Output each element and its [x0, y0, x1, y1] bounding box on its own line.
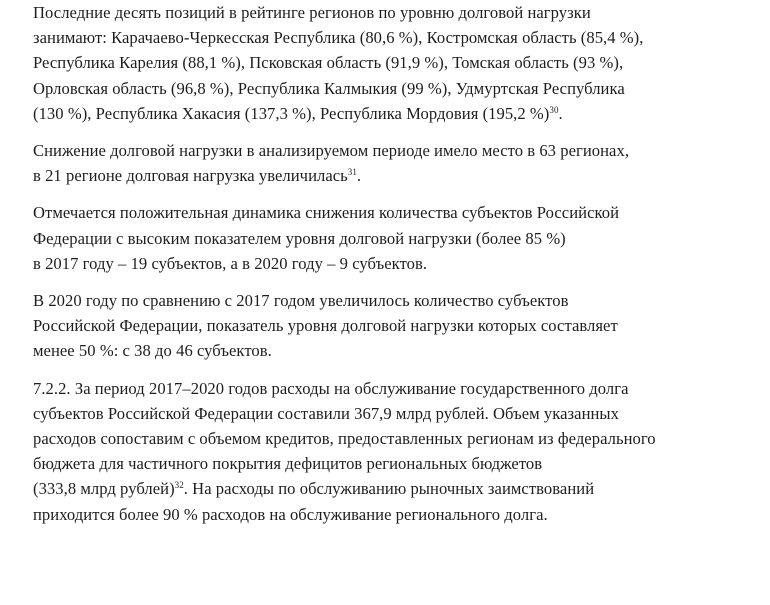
text-line: занимают: Карачаево-Черкесская Республика (80,6 %), Костромская область (85,4 %), — [33, 28, 644, 48]
text-fragment: (130 %), Республика Хакасия (137,3 %), Республика Мордовия (195,2 %) — [33, 103, 550, 123]
text-line: Республика Карелия (88,1 %), Псковская область (91,9 %), Томская область (93 %), — [33, 53, 624, 73]
paragraph-section-7-2-2 — [33, 376, 758, 527]
text-line — [33, 163, 758, 188]
text-line: расходов сопоставим с объемом кредитов, предоставленных регионам из федерального — [33, 429, 656, 449]
text-line: в 2017 году – 19 субъектов, а в 2020 году – 9 субъектов. — [33, 253, 428, 273]
text-line: Федерации с высоким показателем уровня долговой нагрузки (более 85 %) — [33, 228, 566, 248]
paragraph-dynamics — [33, 200, 758, 276]
text-line: бюджета для частичного покрытия дефицитов региональных бюджетов — [33, 454, 543, 474]
text-fragment: в 21 регионе долговая нагрузка увеличилась — [33, 166, 348, 186]
text-line — [33, 476, 758, 501]
paragraph-decrease — [33, 138, 758, 188]
text-line: В 2020 году по сравнению с 2017 годом увеличилось количество субъектов — [33, 291, 569, 311]
document-body — [33, 0, 758, 539]
text-line: 7.2.2. За период 2017–2020 годов расходы на обслуживание государственного долга — [33, 378, 629, 398]
punctuation: . — [356, 166, 362, 186]
text-line: Последние десять позиций в рейтинге регионов по уровню долговой нагрузки — [33, 3, 591, 22]
footnote-ref[interactable]: 32 — [174, 480, 184, 491]
text-line: менее 50 %: с 38 до 46 субъектов. — [33, 341, 272, 361]
text-line: Российской Федерации, показатель уровня долговой нагрузки которых составляет — [33, 316, 618, 336]
text-line: субъектов Российской Федерации составили 367,9 млрд рублей. Объем указанных — [33, 403, 619, 423]
text-line: Отмечается положительная динамика снижения количества субъектов Российской — [33, 203, 620, 223]
paragraph-rating — [33, 0, 758, 126]
footnote-ref[interactable]: 31 — [347, 167, 357, 178]
text-line: Снижение долговой нагрузки в анализируемом периоде имело место в 63 регионах, — [33, 141, 630, 161]
text-line — [33, 101, 758, 126]
paragraph-increase — [33, 288, 758, 364]
footnote-ref[interactable]: 30 — [549, 104, 559, 115]
text-line: приходится более 90 % расходов на обслуживание регионального долга. — [33, 504, 548, 524]
text-line: Орловская область (96,8 %), Республика Калмыкия (99 %), Удмуртская Республика — [33, 78, 625, 98]
punctuation: . — [558, 103, 563, 123]
text-fragment: (333,8 млрд рублей) — [33, 479, 175, 499]
text-fragment: . На расходы по обслуживанию рыночных заимствований — [183, 479, 595, 499]
